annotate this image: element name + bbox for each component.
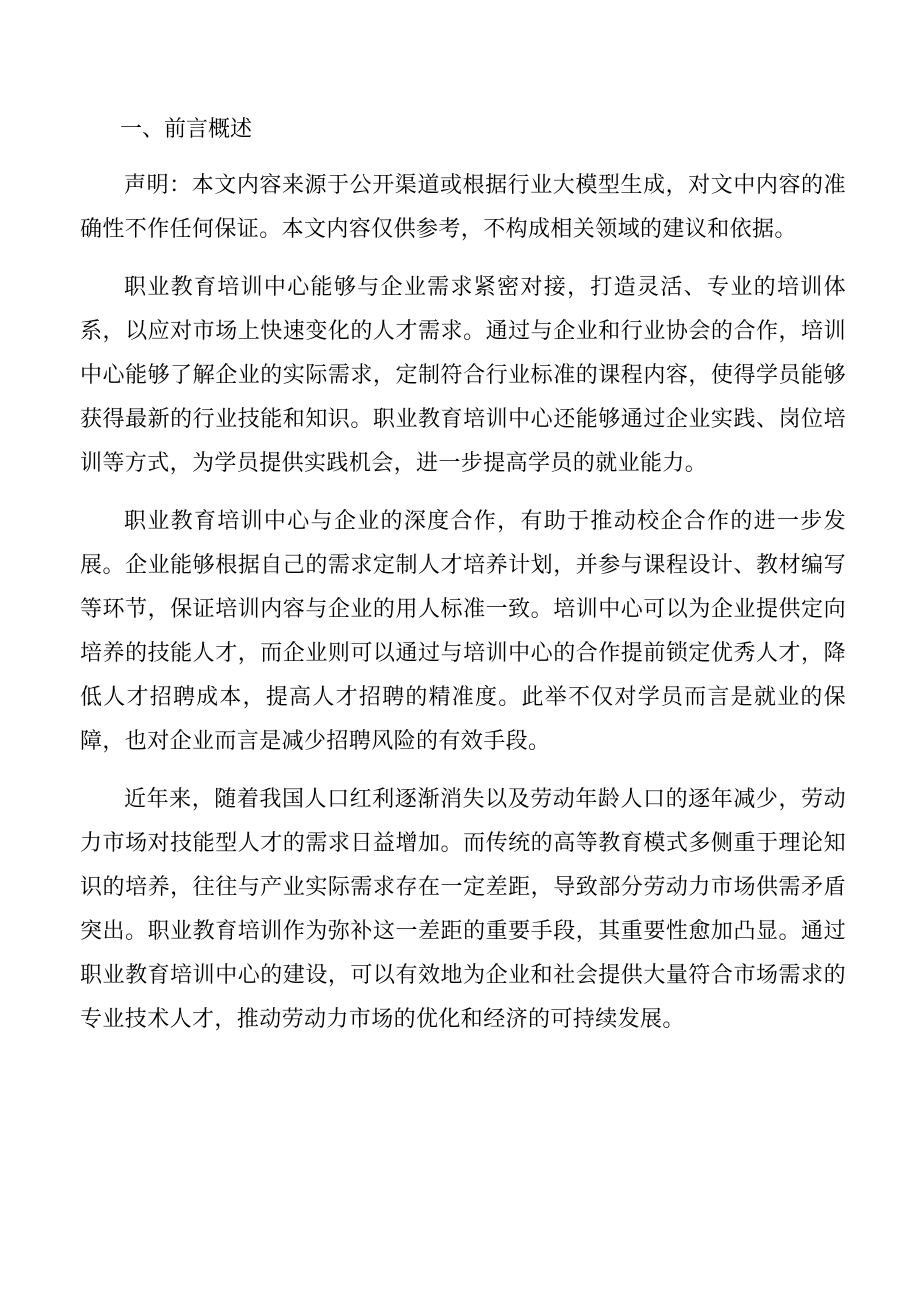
section-heading: 一、前言概述 bbox=[120, 117, 253, 142]
body-paragraph: 职业教育培训中心与企业的深度合作，有助于推动校企合作的进一步发展。企业能够根据自己的需求定制人才培养计划，并参与课程设计、教材编写等环节，保证培训内容与企业的用人标准一致。培训中心可以为企业提供定向培养的技能人才，而企业则可以通过与培训中心的合作提前锁定优秀人才，降低人才招聘成本，提高人才招聘的精准度。此举不仅对学员而言是就业的保障，也对企业而言是减少招聘风险的有效手段。 bbox=[80, 509, 846, 754]
body-paragraph: 近年来，随着我国人口红利逐渐消失以及劳动年龄人口的逐年减少，劳动力市场对技能型人才的需求日益增加。而传统的高等教育模式多侧重于理论知识的培养，往往与产业实际需求存在一定差距，导致部分劳动力市场供需矛盾突出。职业教育培训作为弥补这一差距的重要手段，其重要性愈加凸显。通过职业教育培训中心的建设，可以有效地为企业和社会提供大量符合市场需求的专业技术人才，推动劳动力市场的优化和经济的可持续发展。 bbox=[80, 787, 846, 1032]
document-body bbox=[80, 108, 846, 1056]
disclaimer-paragraph: 声明：本文内容来源于公开渠道或根据行业大模型生成，对文中内容的准确性不作任何保证。本文内容仅供参考，不构成相关领域的建议和依据。 bbox=[80, 173, 846, 242]
body-paragraph: 职业教育培训中心能够与企业需求紧密对接，打造灵活、专业的培训体系，以应对市场上快速变化的人才需求。通过与企业和行业协会的合作，培训中心能够了解企业的实际需求，定制符合行业标准的课程内容，使得学员能够获得最新的行业技能和知识。职业教育培训中心还能够通过企业实践、岗位培训等方式，为学员提供实践机会，进一步提高学员的就业能力。 bbox=[80, 275, 846, 476]
